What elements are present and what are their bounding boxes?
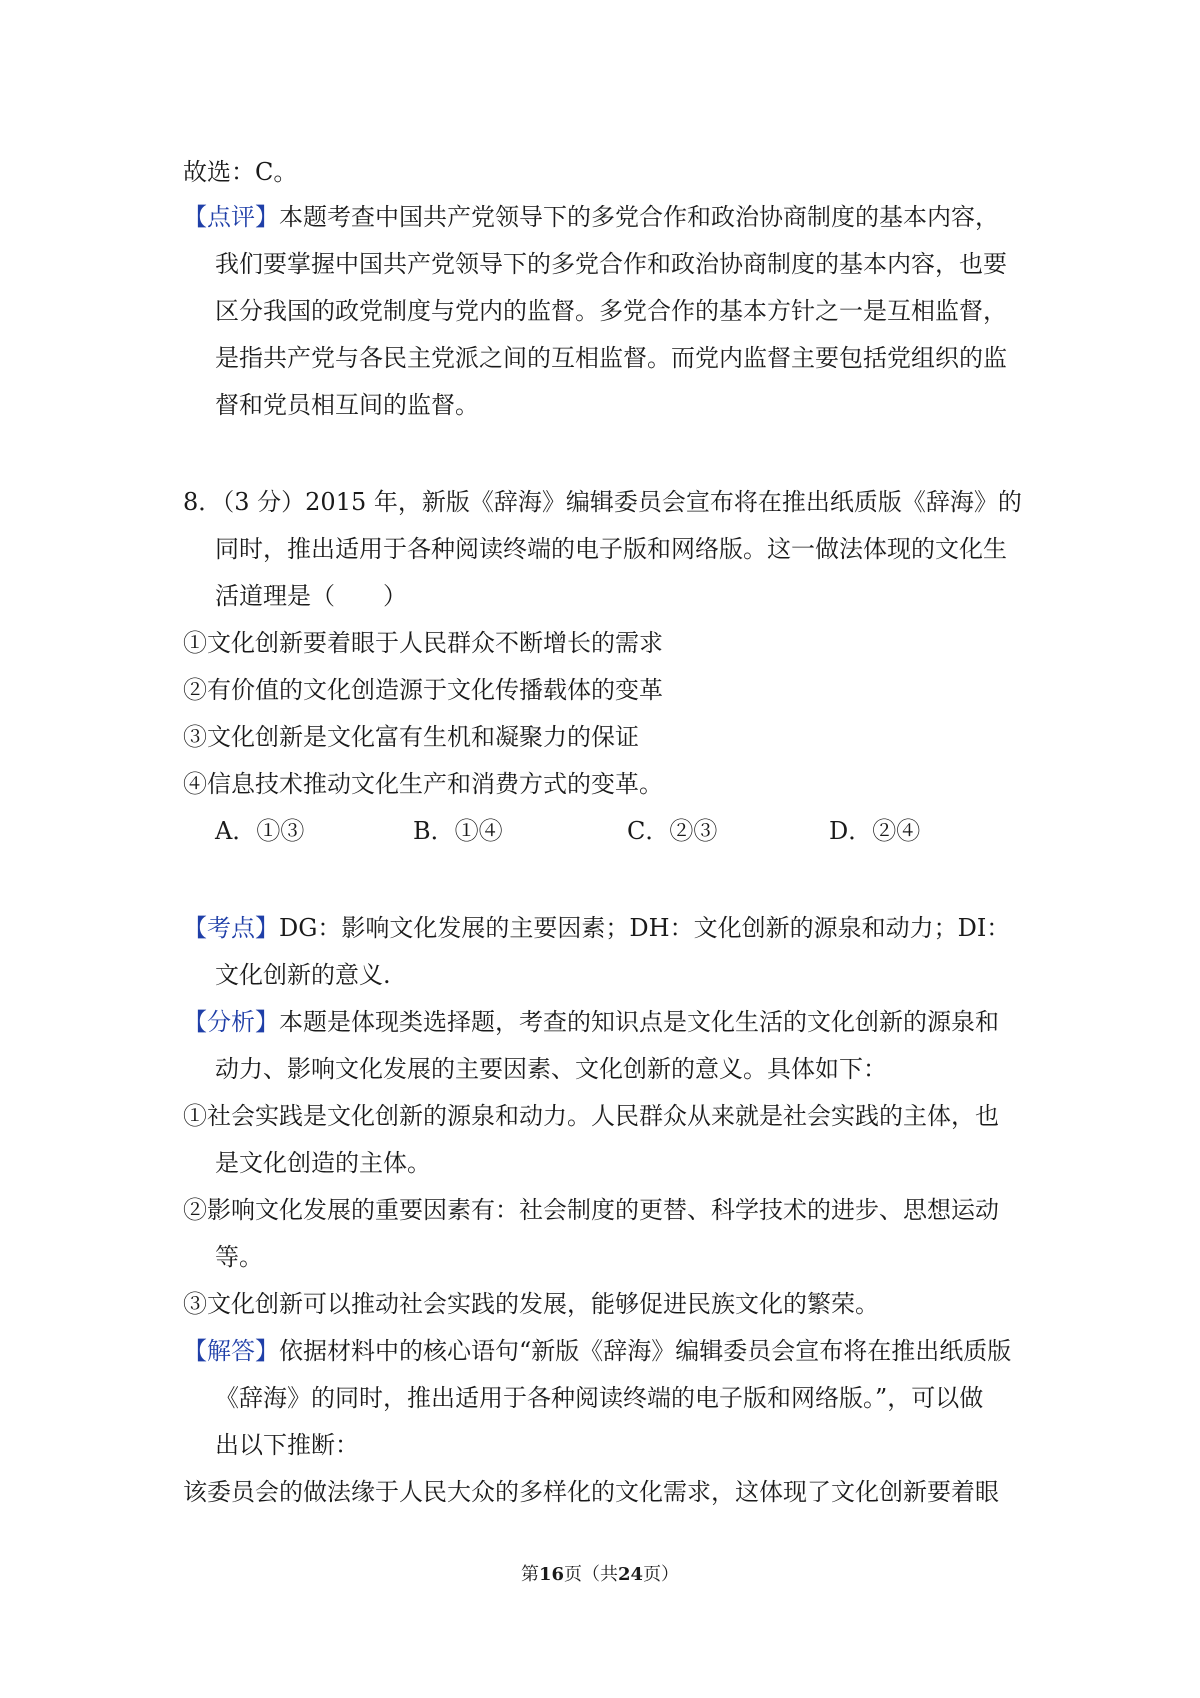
solution-text: 出以下推断：: [215, 1431, 359, 1459]
review-text: 督和党员相互间的监督。: [215, 391, 479, 419]
solution-first-line: [183, 1336, 1011, 1366]
review-text: 我们要掌握中国共产党领导下的多党合作和政治协商制度的基本内容，也要: [215, 250, 1007, 278]
review-text: 本题考查中国共产党领导下的多党合作和政治协商制度的基本内容，: [279, 203, 999, 231]
option-a: A．①③: [215, 817, 305, 845]
analysis-tag: 【分析】: [183, 1008, 279, 1036]
footer-total-pages: 24: [618, 1564, 644, 1585]
solution-tag: 【解答】: [183, 1337, 279, 1365]
option-c: C．②③: [627, 817, 718, 845]
analysis-point: ①社会实践是文化创新的源泉和动力。人民群众从来就是社会实践的主体，也: [183, 1102, 999, 1130]
statement-item: ①文化创新要着眼于人民群众不断增长的需求: [183, 629, 663, 657]
analysis-point: ③文化创新可以推动社会实践的发展，能够促进民族文化的繁荣。: [183, 1290, 879, 1318]
analysis-text: 本题是体现类选择题，考查的知识点是文化生活的文化创新的源泉和: [279, 1008, 999, 1036]
solution-text: 依据材料中的核心语句“新版《辞海》编辑委员会宣布将在推出纸质版: [279, 1337, 1012, 1365]
question-stem: 8．（3 分）2015 年，新版《辞海》编辑委员会宣布将在推出纸质版《辞海》的: [183, 488, 1022, 516]
analysis-text: 动力、影响文化发展的主要因素、文化创新的意义。具体如下：: [215, 1055, 887, 1083]
question-stem: 同时，推出适用于各种阅读终端的电子版和网络版。这一做法体现的文化生: [215, 535, 1007, 563]
answer-line: 故选：C。: [183, 158, 298, 186]
footer-pre: 第: [520, 1564, 539, 1585]
statement-item: ③文化创新是文化富有生机和凝聚力的保证: [183, 723, 639, 751]
footer-page-number: 16: [538, 1564, 564, 1585]
analysis-first-line: [183, 1007, 999, 1037]
analysis-point: ②影响文化发展的重要因素有：社会制度的更替、科学技术的进步、思想运动: [183, 1196, 999, 1224]
kaodian-first-line: [183, 913, 1010, 943]
option-d: D．②④: [829, 817, 921, 845]
footer-post: 页）: [643, 1564, 680, 1585]
kaodian-tag: 【考点】: [183, 914, 279, 942]
review-tag: 【点评】: [183, 203, 279, 231]
review-text: 是指共产党与各民主党派之间的互相监督。而党内监督主要包括党组织的监: [215, 344, 1007, 372]
solution-tail: 该委员会的做法缘于人民大众的多样化的文化需求，这体现了文化创新要着眼: [183, 1478, 999, 1506]
statement-item: ②有价值的文化创造源于文化传播载体的变革: [183, 676, 663, 704]
footer-mid: 页（共: [564, 1564, 618, 1585]
kaodian-text: 文化创新的意义.: [215, 961, 391, 989]
review-first-line: [183, 202, 999, 232]
statement-item: ④信息技术推动文化生产和消费方式的变革。: [183, 770, 663, 798]
kaodian-text: DG：影响文化发展的主要因素；DH：文化创新的源泉和动力；DI：: [279, 914, 1011, 942]
analysis-point: 是文化创造的主体。: [215, 1149, 431, 1177]
analysis-point: 等。: [215, 1243, 263, 1271]
page-footer: [0, 1563, 1200, 1587]
solution-text: 《辞海》的同时，推出适用于各种阅读终端的电子版和网络版。”，可以做: [215, 1384, 984, 1412]
option-b: B．①④: [413, 817, 503, 845]
question-stem: 活道理是（ ）: [215, 582, 407, 610]
review-text: 区分我国的政党制度与党内的监督。多党合作的基本方针之一是互相监督，: [215, 297, 1007, 325]
